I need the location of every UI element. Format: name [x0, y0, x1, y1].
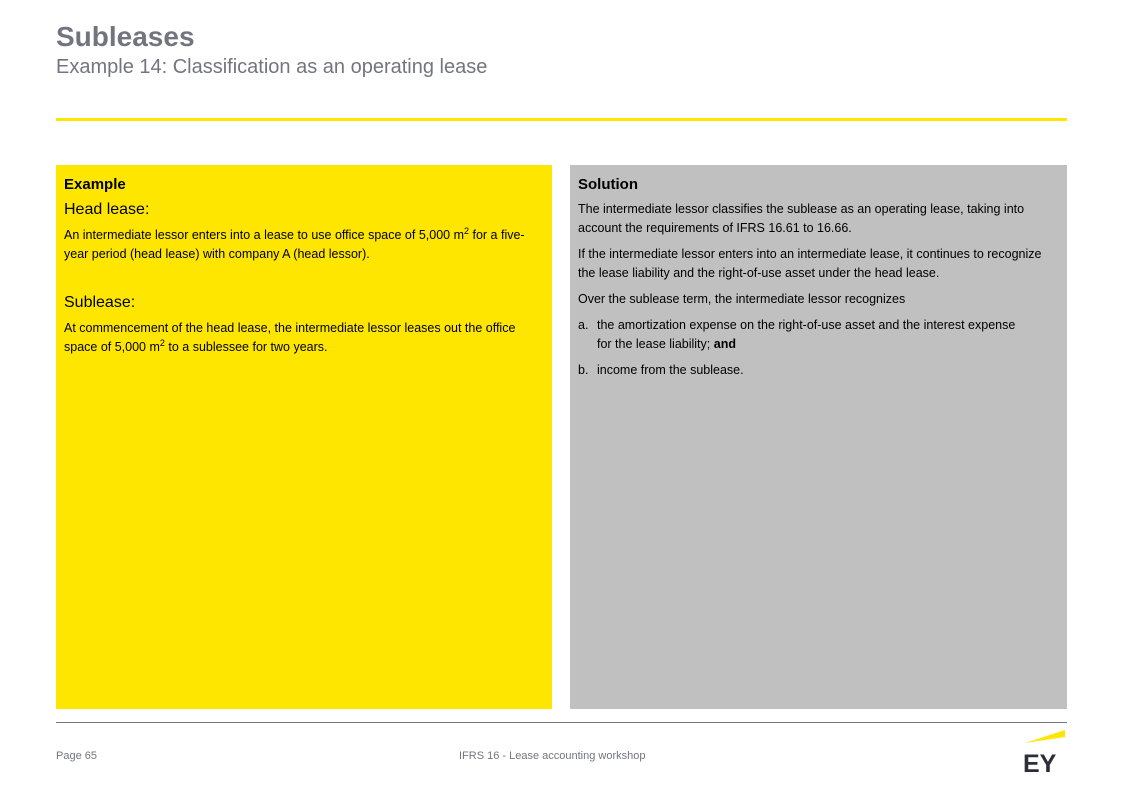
ey-logo-beam — [1025, 730, 1065, 743]
list-item — [578, 361, 1059, 380]
list-item-line: the amortization expense on the right-of-use asset and the interest expense — [597, 318, 1016, 332]
list-item-body — [597, 316, 1059, 354]
footer-divider — [56, 722, 1067, 723]
page-title: Subleases — [56, 21, 195, 52]
list-item-body: income from the sublease. — [597, 363, 744, 377]
list-item-bold-text: and — [713, 337, 736, 351]
sublease-text — [64, 319, 544, 357]
example-heading: Example — [64, 176, 126, 193]
solution-panel — [570, 165, 1067, 709]
list-marker: a. — [578, 318, 589, 332]
ey-logo — [1020, 728, 1070, 774]
head-lease-text-start: An intermediate lessor enters into a lease to use office space of 5,000 m — [64, 228, 464, 242]
solution-paragraph-recognition: Over the sublease term, the intermediate lessor recognizes — [578, 292, 906, 306]
list-item — [578, 316, 1059, 354]
solution-heading: Solution — [578, 176, 638, 193]
sublease-text-end: to a sublessee for two years. — [164, 340, 328, 354]
footer-workshop-title: IFRS 16 - Lease accounting workshop — [459, 750, 646, 762]
head-lease-text — [64, 226, 544, 264]
sublease-text-start: At commencement of the head lease, the intermediate lessor leases out the office space of 5,000 m — [64, 321, 516, 354]
section-spacer — [64, 271, 544, 293]
square-meter-superscript: 2 — [159, 337, 165, 348]
page-subtitle: Example 14: Classification as an operating lease — [56, 56, 488, 78]
title-divider — [56, 118, 1067, 121]
list-marker: b. — [578, 363, 589, 377]
head-lease-text-end: for a five-year period (head lease) with company A (head lessor). — [64, 228, 525, 261]
sublease-label: Sublease: — [64, 294, 136, 311]
solution-paragraph-intermediate-lease: If the intermediate lessor enters into an intermediate lease, it continues to recognize the lease liability and the right-of-use asset under the head lease. — [578, 247, 1042, 280]
solution-paragraph-classification: The intermediate lessor classifies the sublease as an operating lease, taking into account the requirements of IFRS 16.61 to 16.66. — [578, 202, 1025, 235]
head-lease-label: Head lease: — [64, 201, 150, 218]
list-item-line — [597, 335, 1059, 354]
list-item-text: for the lease liability; — [597, 337, 711, 351]
page-number: Page 65 — [56, 750, 97, 762]
square-meter-superscript: 2 — [464, 225, 470, 236]
ey-logo-text: EY — [1023, 750, 1057, 774]
example-panel — [56, 165, 552, 709]
